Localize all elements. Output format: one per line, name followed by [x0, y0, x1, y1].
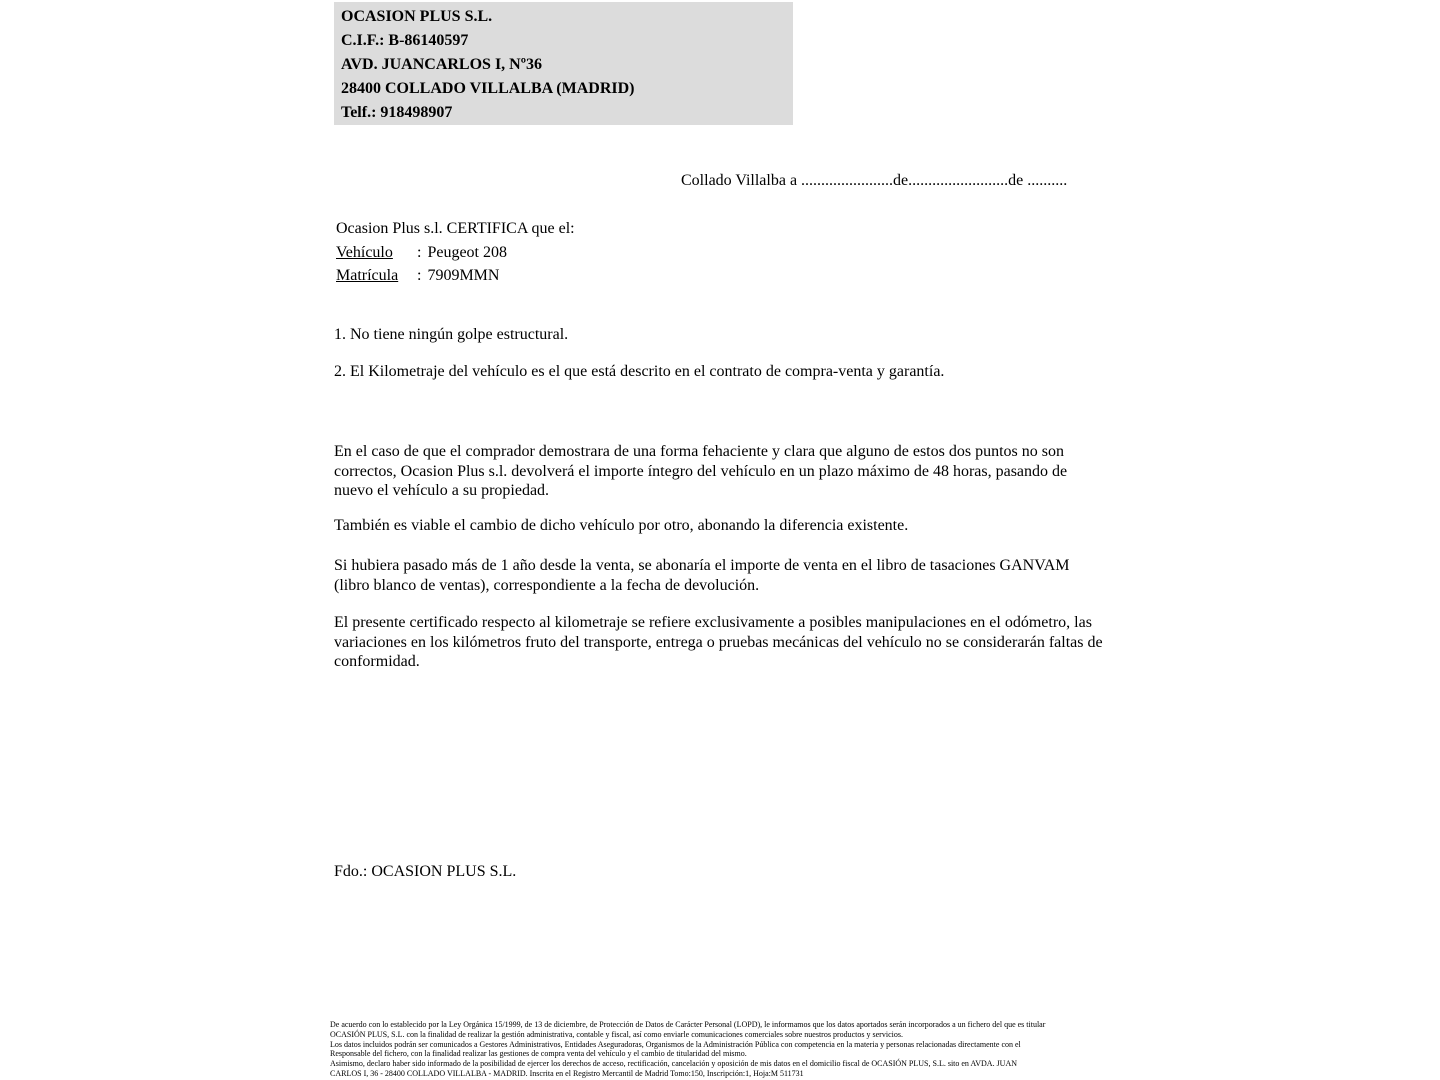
legal-line: CARLOS I, 36 - 28400 COLLADO VILLALBA - MADRID. Inscrita en el Registro Mercantil de Madrid Tomo:150, Inscripción:1, Hoja:M 511731 — [330, 1068, 804, 1078]
date-line: Collado Villalba a .......................de.........................de .......... — [681, 172, 1068, 189]
point-2: 2. El Kilometraje del vehículo es el que está descrito en el contrato de compra-venta y garantía. — [334, 363, 945, 380]
legal-line: Los datos incluidos podrán ser comunicados a Gestores Administrativos, Entidades Aseguradoras, Organismos de la Administración Pública con competencia en la materia y personas relacionadas directamente con el — [330, 1039, 1021, 1049]
legal-fineprint — [330, 1020, 1045, 1079]
legal-line: Responsable del fichero, con la finalidad realizar las gestiones de compra venta del vehículo y el cambio de titularidad del mismo. — [330, 1049, 747, 1059]
paragraph-ganvam: Si hubiera pasado más de 1 año desde la venta, se abonaría el importe de venta en el libro de tasaciones GANVAM (libro blanco de ventas), correspondiente a la fecha de devolución. — [334, 557, 1070, 594]
company-city: 28400 COLLADO VILLALBA (MADRID) — [341, 80, 635, 97]
paragraph-refund: En el caso de que el comprador demostrara de una forma fehaciente y clara que alguno de estos dos puntos no son correctos, Ocasion Plus s.l. devolverá el importe íntegro del vehículo en un plazo máximo de 48 horas, pasando de nuevo el vehículo a su propiedad. — [334, 443, 1068, 500]
certificate-intro: Ocasion Plus s.l. CERTIFICA que el: — [336, 220, 575, 237]
plate-separator: : — [417, 267, 422, 284]
plate-label: Matrícula — [336, 267, 399, 284]
company-header-box — [334, 2, 793, 125]
paragraph-exchange: También es viable el cambio de dicho vehículo por otro, abonando la diferencia existente. — [334, 517, 909, 534]
certificate-block — [336, 217, 575, 288]
plate-label-wrap — [336, 264, 417, 288]
plate-value: 7909MMN — [427, 267, 500, 284]
plate-field — [336, 264, 575, 288]
vehicle-label-wrap — [336, 241, 417, 265]
signature-line: Fdo.: OCASION PLUS S.L. — [334, 863, 517, 880]
paragraph-odometer: El presente certificado respecto al kilometraje se refiere exclusivamente a posibles manipulaciones en el odómetro, las variaciones en los kilómetros fruto del transporte, entrega o pruebas mecánicas del vehículo no se considerarán faltas de conformidad. — [334, 614, 1103, 671]
vehicle-value: Peugeot 208 — [427, 243, 507, 261]
company-cif: C.I.F.: B-86140597 — [341, 32, 469, 49]
vehicle-separator: : — [417, 243, 422, 261]
legal-line: Asimismo, declaro haber sido informado de la posibilidad de ejercer los derechos de acceso, rectificación, cancelación y oposición de mis datos en el domicilio fiscal de OCASIÓN PLUS, S.L. sito en AVDA. JUAN — [330, 1059, 1018, 1068]
vehicle-label: Vehículo — [336, 243, 393, 261]
legal-line: De acuerdo con lo establecido por la Ley Orgánica 15/1999, de 13 de diciembre, de Protección de Datos de Carácter Personal (LOPD), le informamos que los datos aportados serán incorporados a un fichero del que es titular — [330, 1020, 1046, 1029]
legal-line: OCASIÓN PLUS, S.L. con la finalidad de realizar la gestión administrativa, contable y fiscal, así como enviarle comunicaciones comerciales sobre nuestros productos y servicios. — [330, 1029, 903, 1039]
company-name: OCASION PLUS S.L. — [341, 8, 493, 25]
company-address: AVD. JUANCARLOS I, Nº36 — [341, 56, 543, 73]
point-1: 1. No tiene ningún golpe estructural. — [334, 326, 569, 343]
vehicle-field — [336, 241, 575, 265]
company-phone: Telf.: 918498907 — [341, 104, 453, 121]
